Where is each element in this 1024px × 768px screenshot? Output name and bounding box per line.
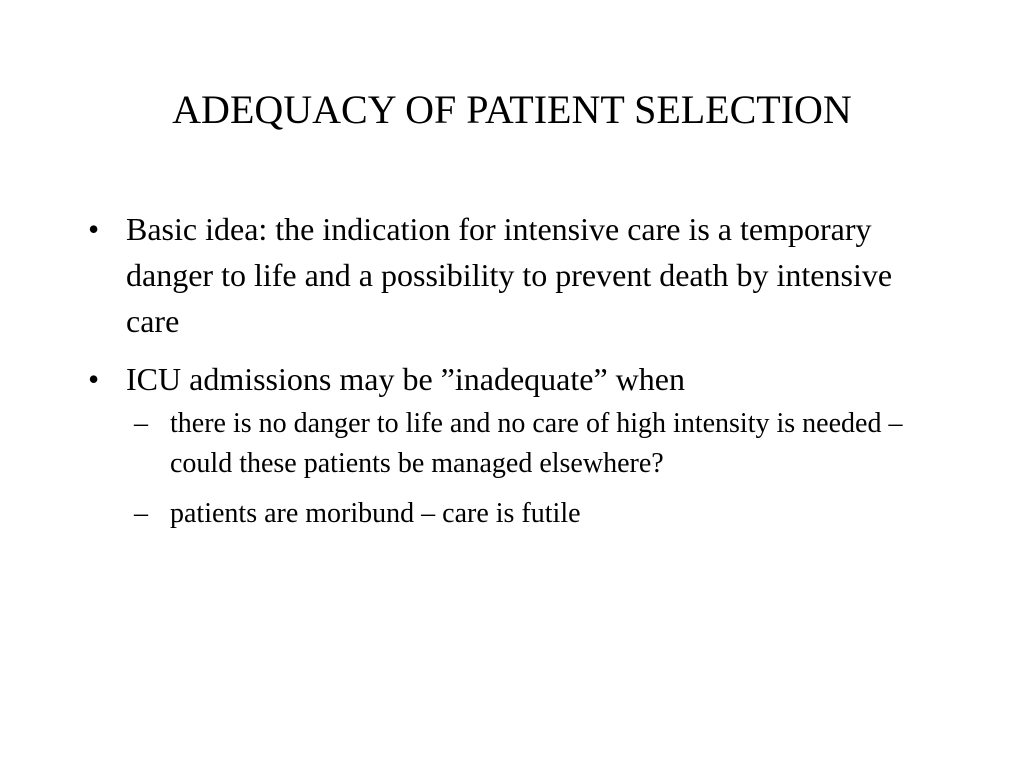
bullet-item-icu-admissions [88, 356, 948, 402]
bullet-text: ICU admissions may be ”inadequate” when [126, 361, 685, 397]
bullet-item-basic-idea [88, 206, 948, 344]
bullet-list [88, 206, 948, 534]
sub-bullet-item-moribund [134, 494, 948, 534]
sub-bullet-item-no-danger [134, 404, 948, 484]
sub-bullet-list [134, 404, 948, 534]
slide-title: ADEQUACY OF PATIENT SELECTION [172, 87, 852, 132]
sub-bullet-text: patients are moribund – care is futile [170, 498, 581, 529]
sub-bullet-marker: – [134, 408, 148, 439]
bullet-marker: • [88, 361, 100, 397]
sub-bullet-text: there is no danger to life and no care of high intensity is needed – could these patients be managed elsewhere? [170, 408, 903, 479]
bullet-marker: • [88, 211, 100, 247]
sub-bullet-marker: – [134, 498, 148, 529]
bullet-text: Basic idea: the indication for intensive care is a temporary danger to life and a possibility to prevent death by intensive care [126, 211, 893, 339]
